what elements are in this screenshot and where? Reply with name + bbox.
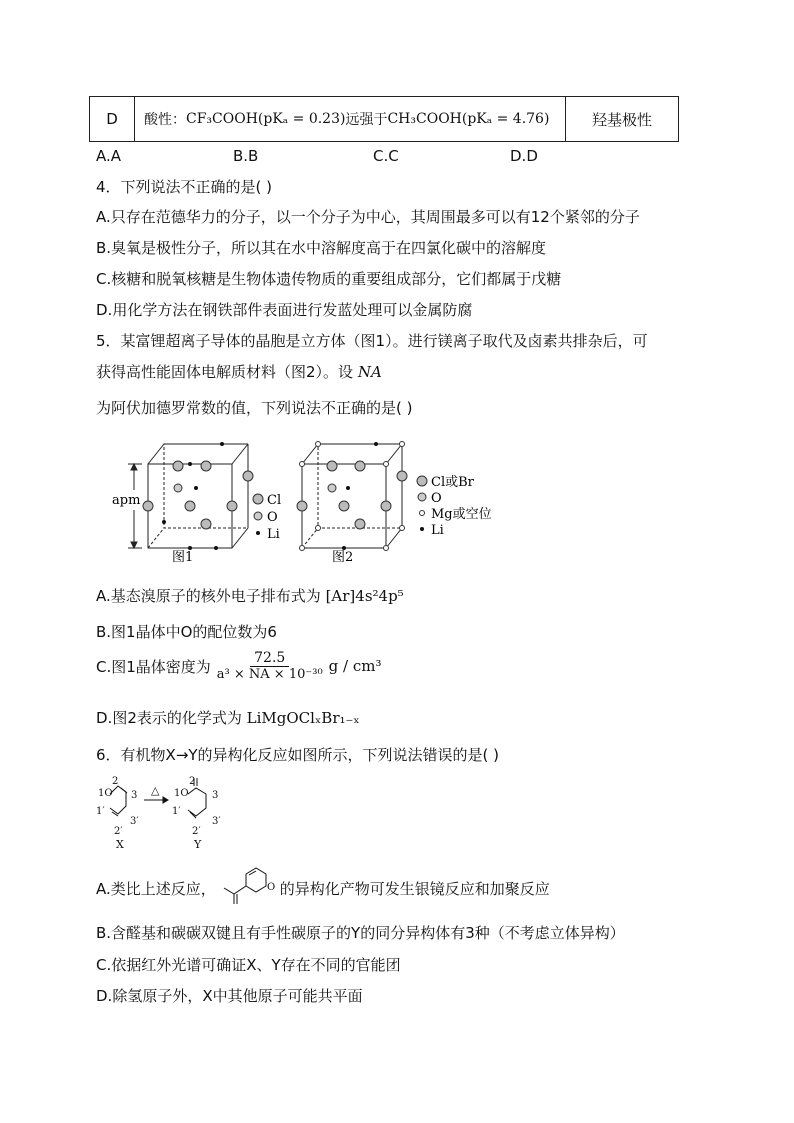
legend-o2-label: O: [431, 491, 442, 506]
comparison-text: 远强于: [345, 112, 388, 128]
q3-options: [96, 147, 596, 167]
row-label-cell: [90, 97, 135, 141]
fig1-edge-label: apm: [112, 493, 141, 508]
q4-option-c[interactable]: C.核糖和脱氧核糖是生物体遗传物质的重要组成部分，它们都属于戊糖: [96, 270, 562, 288]
fig1-caption: 图1: [172, 550, 194, 565]
fig1-unit-cell: [148, 444, 248, 548]
y-atom-2: 2: [189, 776, 196, 787]
legend-li-label: Li: [267, 527, 280, 542]
legend-li-marker: [256, 531, 260, 535]
q4-option-d[interactable]: D.用化学方法在钢铁部件表面进行发蓝处理可以金属防腐: [96, 301, 473, 319]
x-atom-1prime: 1′: [96, 806, 105, 817]
q5-stem-line3: 为阿伏加德罗常数的值，下列说法不正确的是( ): [96, 399, 413, 417]
density-numerator: 72.5: [250, 650, 289, 667]
x-label: X: [116, 838, 124, 851]
y-atom-1prime: 1′: [172, 806, 181, 817]
reason-text: 羟基极性: [591, 110, 652, 129]
y-label: Y: [194, 838, 202, 851]
q6-stem: 6．有机物X→Y的异构化反应如图所示，下列说法错误的是( ): [96, 746, 500, 764]
q6-option-d[interactable]: D.除氢原子外，X中其他原子可能共平面: [96, 987, 363, 1005]
legend-li2-marker: [420, 527, 424, 531]
heat-symbol: △: [151, 784, 160, 797]
legend-cl-br-label: Cl或Br: [431, 475, 474, 490]
q5-option-c[interactable]: [96, 650, 382, 682]
acetyl-pyran-structure: [216, 860, 280, 908]
q5-stem-line2: [96, 361, 382, 382]
density-denominator: a³ × NA × 10⁻³⁰: [216, 667, 323, 682]
density-unit: g / cm³: [328, 657, 382, 675]
q6-option-a-prefix: A.类比上述反应，: [96, 879, 216, 898]
legend-cl-marker: [253, 494, 263, 504]
bromine-configuration: [Ar]4s²4p⁵: [325, 587, 404, 605]
y-atom-1o: 1O: [174, 788, 189, 799]
q4-stem: 4．下列说法不正确的是( ): [96, 178, 273, 196]
crystal-figures: [100, 434, 520, 568]
q6-option-a[interactable]: [96, 868, 550, 908]
fig1-o-atoms: [174, 484, 182, 492]
fig1-li-atoms: [162, 442, 224, 550]
reason-cell: [566, 97, 678, 141]
legend-o-marker: [254, 512, 262, 520]
q3-option-d[interactable]: D.D: [510, 147, 538, 165]
fig2-o-atoms: [328, 484, 336, 492]
y-atom-2prime: 2′: [192, 826, 201, 837]
legend-li2-label: Li: [431, 523, 444, 538]
x-atom-2: 2: [112, 776, 119, 787]
avogadro-symbol: NA: [357, 363, 382, 381]
q6-option-b[interactable]: B.含醛基和碳碳双键且有手性碳原子的Y的同分异构体有3种（不考虑立体异构）: [96, 924, 625, 942]
isomerization-scheme: [96, 772, 236, 852]
row-label: D: [106, 110, 118, 128]
legend-o-label: O: [267, 510, 278, 525]
x-atom-1o: 1O: [98, 788, 113, 799]
formula-ch3cooh: CH₃COOH(pKₐ = 4.76): [387, 111, 550, 127]
y-atom-3prime: 3′: [212, 816, 221, 827]
x-atom-3prime: 3′: [130, 816, 139, 827]
legend-cl-label: Cl: [267, 493, 282, 508]
fig2-caption: 图2: [332, 550, 354, 565]
q3-option-a[interactable]: A.A: [96, 147, 122, 165]
fig2-mg-vacancy-atoms: [300, 442, 405, 551]
q5-option-d-text: D.图2表示的化学式为: [96, 709, 242, 727]
fig2-li-atoms: [342, 442, 378, 550]
q6-option-c[interactable]: C.依据红外光谱可确证X、Y存在不同的官能团: [96, 956, 401, 974]
q5-stem-line1: 5．某富锂超离子导体的晶胞是立方体（图1）。进行镁离子取代及卤素共排杂后，可: [96, 332, 648, 350]
answer-table-row: [89, 96, 679, 142]
fig2-formula: LiMgOClₓBr₁₋ₓ: [246, 709, 360, 727]
reaction-arrow: [144, 797, 168, 803]
q5-option-c-text: C.图1晶体密度为: [96, 657, 211, 676]
fig2-unit-cell: [302, 444, 402, 548]
x-atom-2prime: 2′: [114, 826, 123, 837]
fig1-cl-atoms: [143, 461, 253, 529]
legend-o2-marker: [418, 493, 426, 501]
x-atom-3: 3: [131, 790, 138, 801]
formula-cf3cooh: CF₃COOH(pKₐ = 0.23): [186, 111, 346, 127]
q5-stem-text: 获得高性能固体电解质材料（图2）。设: [96, 363, 354, 381]
q4-option-b[interactable]: B.臭氧是极性分子，所以其在水中溶解度高于在四氯化碳中的溶解度: [96, 239, 547, 257]
statement-prefix: 酸性：: [144, 112, 186, 128]
q3-option-b[interactable]: B.B: [233, 147, 259, 165]
density-fraction: [213, 650, 327, 682]
legend-mg-label: Mg或空位: [431, 507, 492, 522]
q5-option-a[interactable]: [96, 585, 404, 606]
legend-mg-marker: [420, 511, 425, 516]
q5-option-b[interactable]: B.图1晶体中O的配位数为6: [96, 623, 277, 641]
ring-oxygen-label: O: [266, 882, 275, 893]
q4-option-a[interactable]: A.只存在范德华力的分子，以一个分子为中心，其周围最多可以有12个紧邻的分子: [96, 208, 640, 226]
fig2-cl-br-atoms: [297, 461, 407, 529]
q6-option-a-suffix: 的异构化产物可发生银镜反应和加聚反应: [279, 879, 550, 898]
legend-cl-br-marker: [417, 476, 427, 486]
q3-option-c[interactable]: C.C: [373, 147, 399, 165]
q5-option-a-text: A.基态溴原子的核外电子排布式为: [96, 587, 321, 605]
y-atom-3: 3: [212, 790, 219, 801]
q5-option-d[interactable]: [96, 707, 360, 728]
statement-cell: [134, 97, 566, 141]
